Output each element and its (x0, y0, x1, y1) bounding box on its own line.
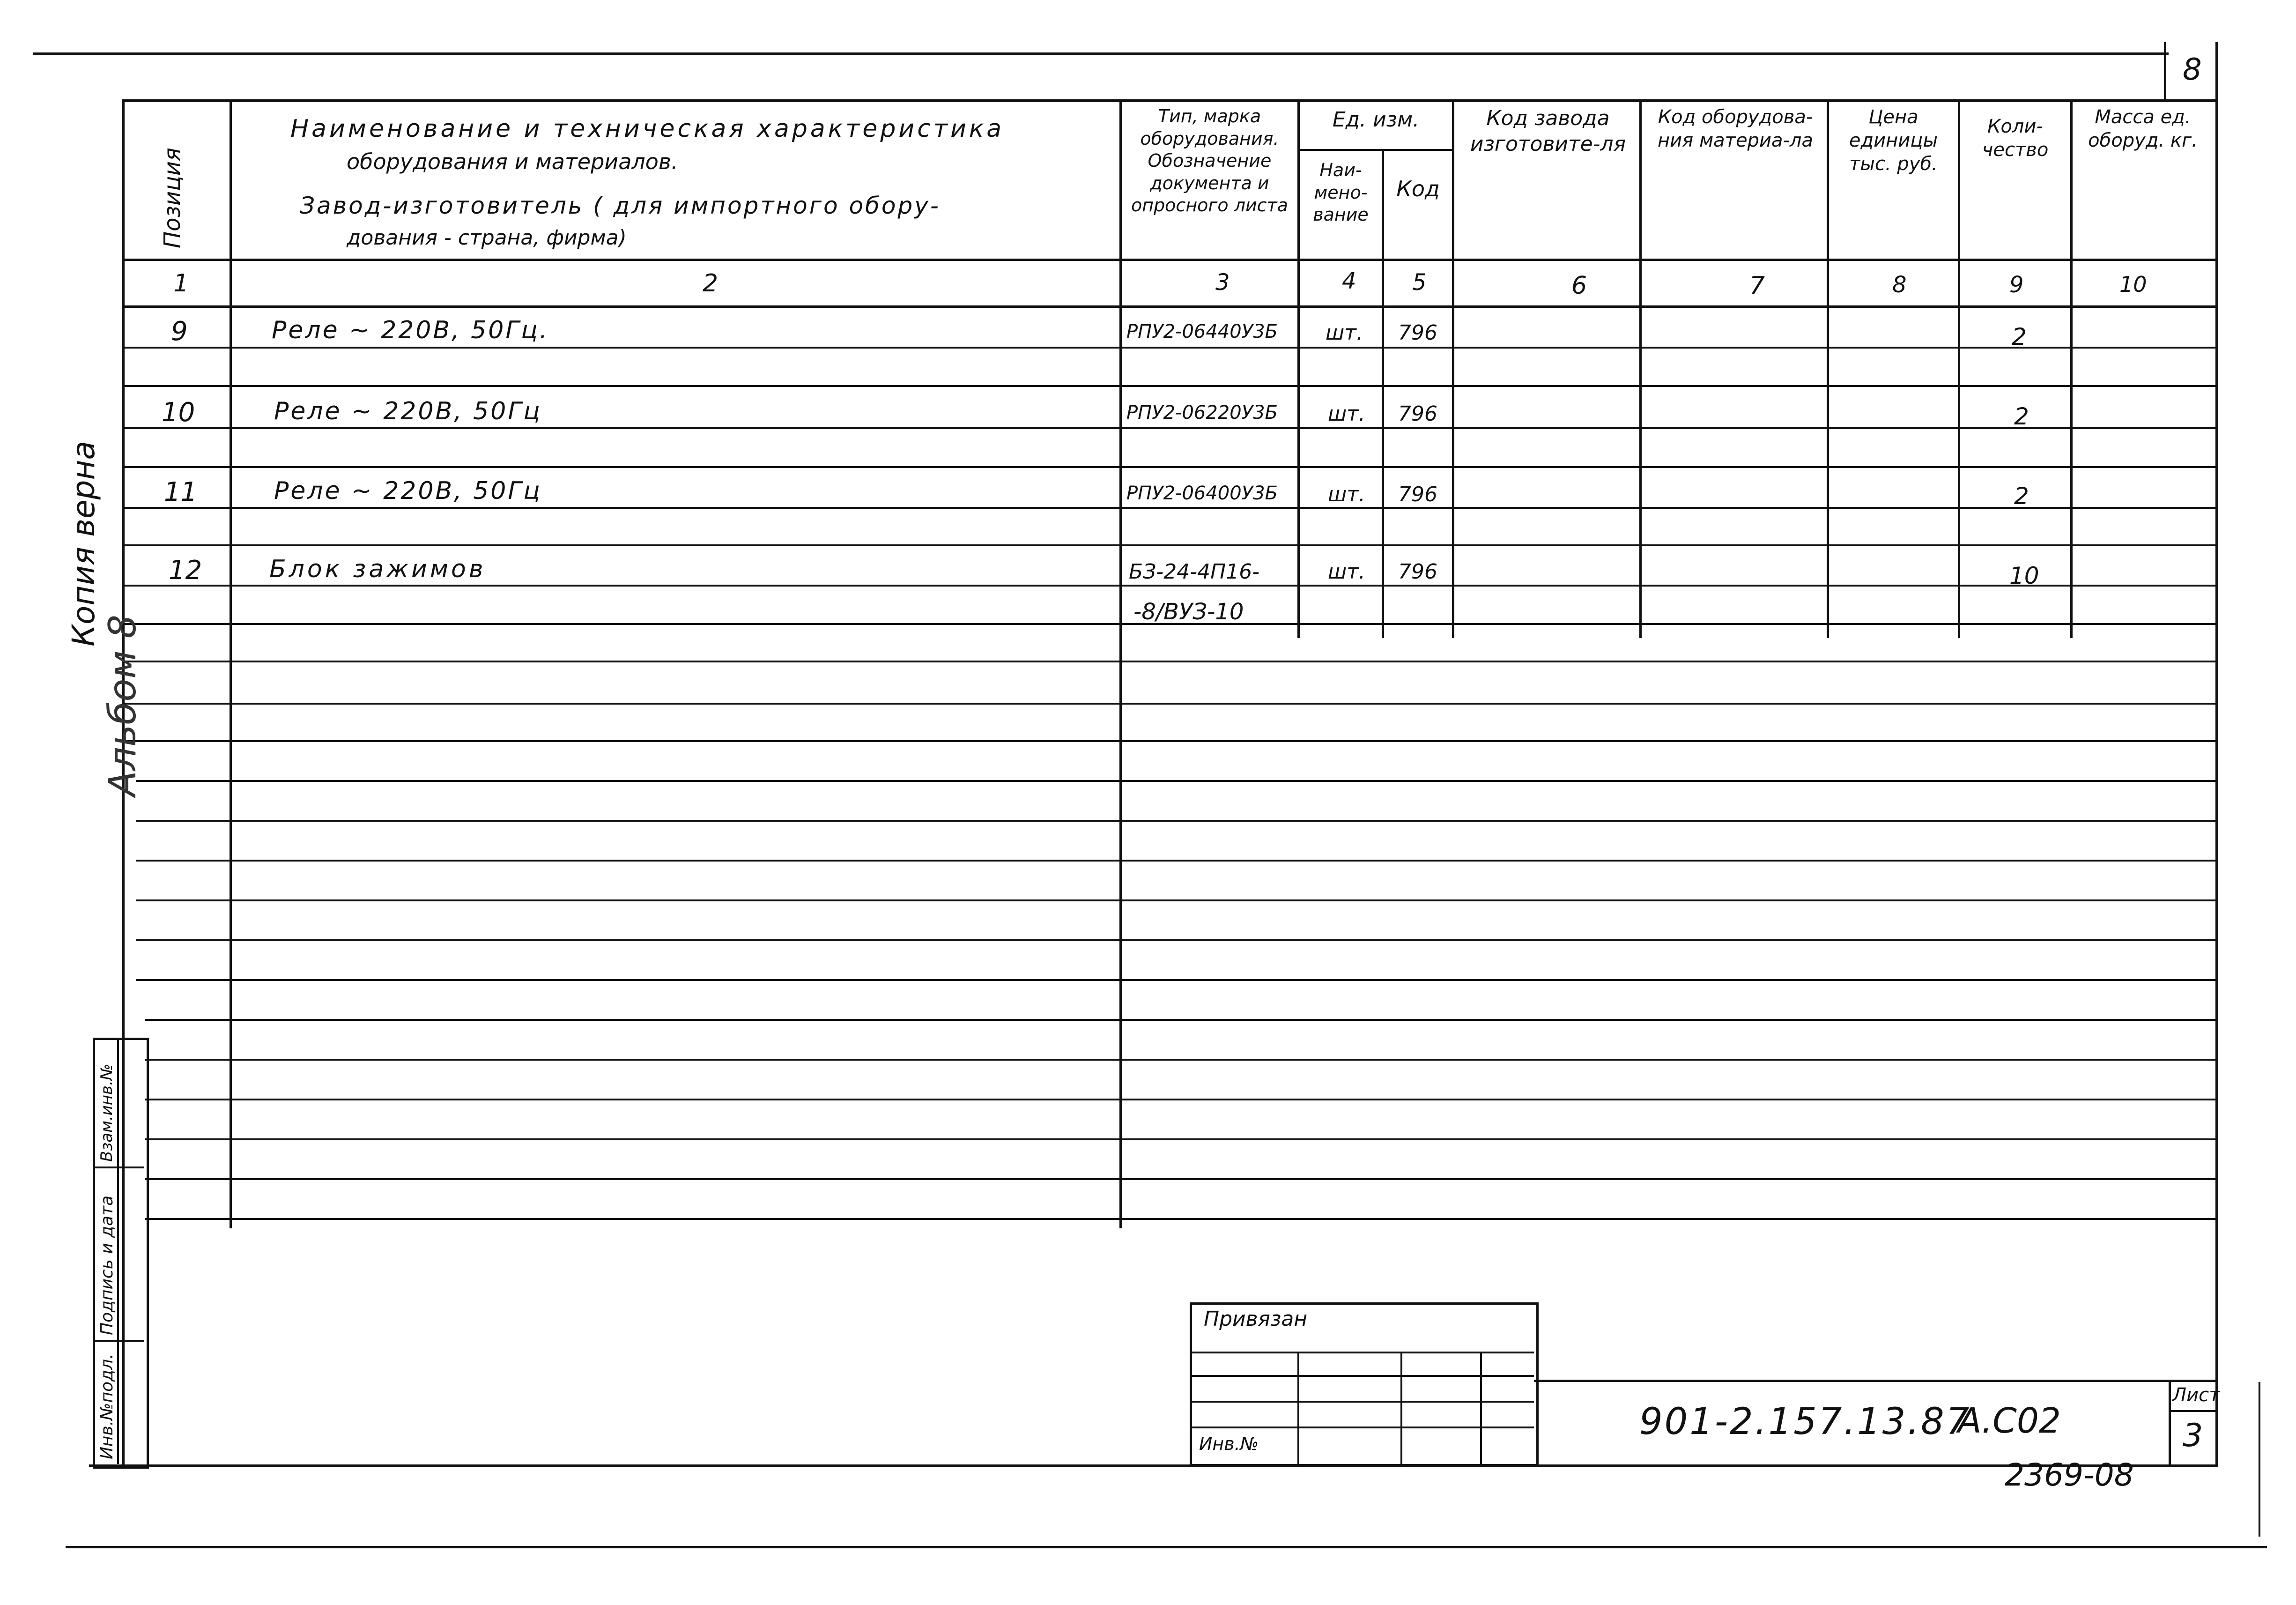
colnum-9: 9 (2009, 272, 2024, 298)
header-unit-code: Код (1396, 176, 1440, 201)
colnum-bottom-line (122, 305, 2215, 308)
header-position: Позиция (159, 148, 185, 248)
row-line (122, 585, 2215, 587)
row-line (122, 703, 2215, 705)
row-qty: 2 (2012, 323, 2027, 350)
corner-box-left (2164, 42, 2166, 99)
frame-bottom (89, 1464, 2218, 1467)
row-name: Реле ~ 220В, 50Гц. (272, 316, 549, 344)
inv-no-label: Инв.№ (1199, 1434, 1259, 1454)
document-code: 901-2.157.13.87 (1639, 1401, 1971, 1443)
header-plant-code: Код завода изготовите-ля (1470, 106, 1626, 156)
row-type: РПУ2-06220У3Б (1126, 402, 1278, 424)
row-line (136, 979, 2215, 981)
sheet-box-mid (2169, 1410, 2218, 1412)
row-line (145, 1218, 2215, 1220)
header-name-line3: Завод-изготовитель ( для импортного обору- (300, 192, 941, 219)
unit-group-line (1297, 149, 1452, 151)
colnum-7: 7 (1749, 272, 1765, 300)
row-line (145, 1099, 2215, 1100)
row-name: Реле ~ 220В, 50Гц (274, 397, 542, 425)
row-pos: 11 (164, 477, 198, 507)
header-equipment-code: Код оборудова-ния материа-ла (1658, 106, 1813, 151)
row-line (122, 544, 2215, 546)
vline-col8 (1958, 99, 1960, 638)
colnum-1: 1 (173, 269, 189, 297)
privyazan-vline (1400, 1352, 1402, 1464)
vline-col7 (1827, 99, 1829, 638)
row-line (136, 860, 2215, 862)
row-line (136, 820, 2215, 822)
row-line (122, 466, 2215, 468)
row-line (122, 385, 2215, 387)
row-line (122, 740, 2215, 742)
header-type: Тип, марка оборудования. Обозначение документа и опросного листа (1131, 106, 1289, 215)
header-unit-group-label: Ед. изм. (1332, 108, 1420, 132)
row-line (145, 1178, 2215, 1180)
footer-number: 2369-08 (2005, 1457, 2134, 1493)
row-code: 796 (1398, 321, 1437, 345)
row-unit: шт. (1326, 321, 1363, 345)
row-name: Реле ~ 220В, 50Гц (274, 477, 542, 505)
header-quantity: Коли-чество (1982, 116, 2049, 161)
row-type: РПУ2-06440У3Б (1126, 321, 1278, 342)
row-qty: 10 (2009, 562, 2039, 589)
row-qty: 2 (2014, 403, 2029, 430)
header-bottom-line (122, 259, 2215, 261)
side-stamp-split (93, 1167, 144, 1168)
header-name-line2: оборудования и материалов. (347, 149, 678, 174)
bottom-cut-line (66, 1546, 2267, 1548)
row-line (136, 899, 2215, 901)
row-unit: шт. (1328, 402, 1365, 426)
colnum-10: 10 (2119, 272, 2147, 297)
row-unit: шт. (1328, 560, 1365, 584)
vline-col5 (1452, 99, 1454, 638)
row-pos: 12 (169, 555, 202, 586)
row-line (122, 661, 2215, 662)
copy-verified-note: Копия верна (66, 441, 102, 646)
side-stamp-sign-date: Подпись и дата (97, 1195, 117, 1335)
row-line (122, 347, 2215, 349)
row-unit: шт. (1328, 483, 1365, 506)
frame-top (122, 99, 2215, 102)
header-name-line4: дования - страна, фирма) (347, 226, 627, 250)
section-code: А.С02 (1958, 1401, 2061, 1441)
privyazan-vline (1480, 1352, 1482, 1464)
side-stamp-vzam-inv: Взам.инв.№ (97, 1063, 116, 1162)
row-line (122, 427, 2215, 429)
frame-right (2215, 42, 2218, 1466)
row-line (145, 1019, 2215, 1021)
privyazan-line (1190, 1427, 1534, 1428)
row-type: БЗ-24-4П16- (1129, 560, 1260, 584)
row-code: 796 (1398, 483, 1437, 506)
header-name-line1: Наименование и техническая характеристика (290, 115, 1005, 143)
vline-col9 (2070, 99, 2073, 638)
privyazan-line (1190, 1352, 1534, 1353)
row-qty: 2 (2014, 483, 2029, 510)
privyazan-line (1190, 1401, 1534, 1403)
album-note: Альбом 8 (101, 615, 144, 796)
colnum-2: 2 (703, 269, 718, 297)
row-line (122, 507, 2215, 509)
header-unit-price: Цена единицы тыс. руб. (1849, 106, 1938, 175)
row-line (136, 780, 2215, 782)
row-type: РПУ2-06400У3Б (1126, 483, 1278, 504)
row-line (145, 1059, 2215, 1061)
row-code: 796 (1398, 402, 1437, 426)
privyazan-label: Привязан (1204, 1307, 1308, 1331)
colnum-6: 6 (1571, 272, 1587, 300)
privyazan-line (1190, 1375, 1534, 1377)
corner-sheet-number: 8 (2183, 52, 2202, 87)
row-type-continuation: -8/ВУЗ-10 (1133, 599, 1244, 625)
top-border-line (33, 52, 2169, 55)
vline-col6 (1639, 99, 1642, 638)
side-stamp-divider (117, 1038, 119, 1464)
row-line (145, 1138, 2215, 1140)
row-pos: 10 (162, 397, 195, 428)
colnum-3: 3 (1215, 269, 1230, 296)
sheet-value: 3 (2183, 1417, 2203, 1454)
row-pos: 9 (171, 316, 188, 347)
row-line (136, 939, 2215, 941)
colnum-5: 5 (1412, 269, 1427, 296)
privyazan-vline (1297, 1352, 1299, 1464)
colnum-8: 8 (1892, 272, 1907, 298)
header-unit-name: Наи-мено-вание (1313, 160, 1369, 225)
row-code: 796 (1398, 560, 1437, 584)
right-outer-line (2259, 1382, 2260, 1537)
header-mass: Масса ед. оборуд. кг. (2088, 106, 2198, 151)
sheet-label: Лист (2172, 1384, 2220, 1406)
colnum-4: 4 (1342, 268, 1356, 294)
row-name: Блок зажимов (269, 555, 486, 583)
side-stamp-split (93, 1340, 144, 1342)
side-stamp-inv-podl: Инв.№подл. (97, 1353, 117, 1459)
vline-col4 (1382, 150, 1384, 638)
title-block-top-line (1534, 1380, 2218, 1382)
sheet-box-left (2169, 1380, 2171, 1466)
